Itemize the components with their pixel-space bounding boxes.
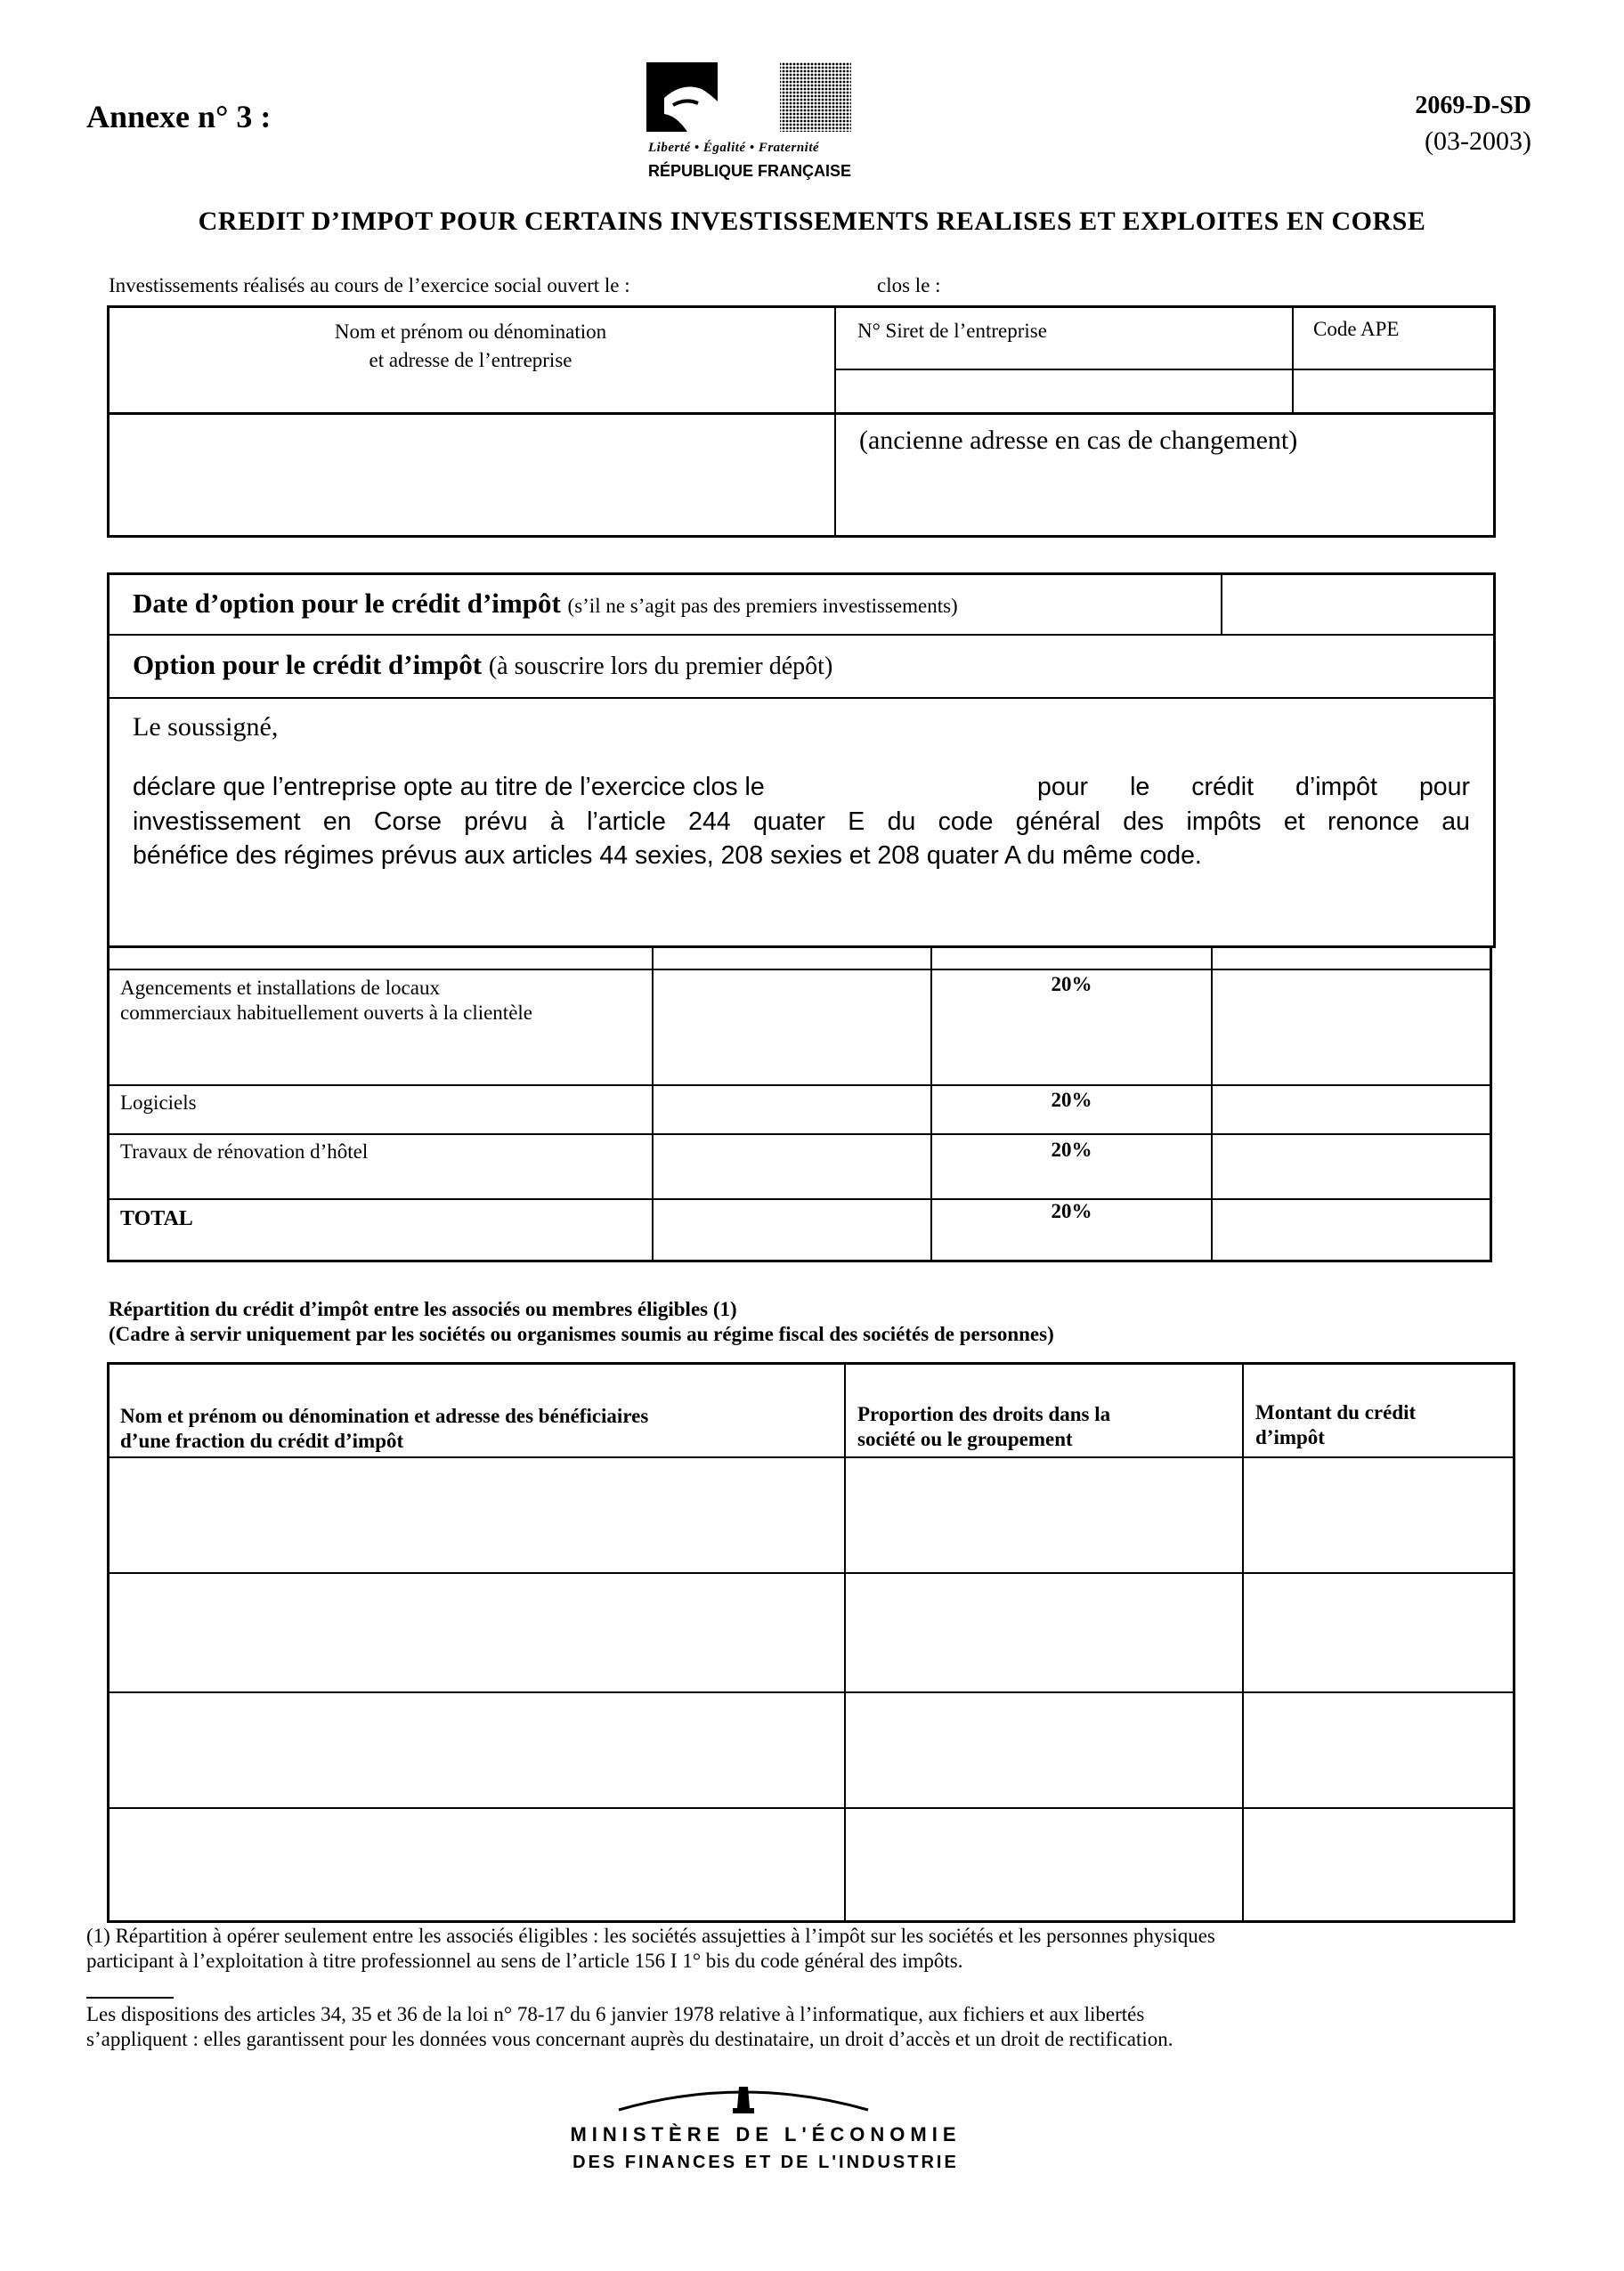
investment-rate-2: 20% — [1051, 1089, 1092, 1111]
closed-label: clos le : — [877, 274, 941, 296]
siret-label: N° Siret de l’entreprise — [857, 320, 1047, 342]
repartition-col3-header-1: Montant du crédit — [1255, 1401, 1417, 1423]
declaration-line-1a: déclare que l’entreprise opte au titre de l’exercice clos le — [133, 773, 765, 801]
form-date: (03-2003) — [1425, 126, 1531, 156]
repartition-col1-header-1: Nom et prénom ou dénomination et adresse des bénéficiaires — [120, 1405, 649, 1427]
ministry-emblem-icon — [614, 2074, 873, 2119]
logo-motto: Liberté • Égalité • Fraternité — [648, 141, 820, 155]
declaration-line-3: bénéfice des régimes prévus aux articles 44 sexies, 208 sexies et 208 quater A du même code. — [133, 841, 1202, 870]
declaration-line-1b: pour le crédit d’impôt pour — [1037, 773, 1470, 801]
repartition-col2-header-1: Proportion des droits dans la — [857, 1403, 1111, 1425]
signatory: Le soussigné, — [133, 712, 279, 742]
option-date-note: (s’il ne s’agit pas des premiers investissements) — [567, 595, 958, 617]
annexe-number: Annexe n° 3 : — [86, 99, 272, 134]
investment-total-label: TOTAL — [120, 1207, 193, 1230]
option-date-label: Date d’option pour le crédit d’impôt — [133, 588, 561, 619]
law-notice-line-2: s’appliquent : elles garantissent pour les données vous concernant auprès du destinataire, un droit d’accès et un droit de rectification. — [86, 2028, 1173, 2050]
ape-label: Code APE — [1313, 318, 1400, 340]
old-address-label: (ancienne adresse en cas de changement) — [859, 426, 1298, 455]
declaration-line-2: investissement en Corse prévu à l’article 244 quater E du code général des impôts et renonce au — [133, 807, 1470, 836]
investment-rate-1: 20% — [1051, 973, 1092, 995]
footnote-1-line-1: (1) Répartition à opérer seulement entre les associés éligibles : les sociétés assujetties à l’impôt sur les sociétés et les personnes physiques — [86, 1925, 1215, 1947]
option-date-row — [133, 588, 958, 620]
repartition-title: Répartition du crédit d’impôt entre les associés ou membres éligibles (1) — [109, 1298, 737, 1320]
repartition-col3-header-2: d’impôt — [1255, 1426, 1325, 1448]
investment-rate-3: 20% — [1051, 1139, 1092, 1161]
footnote-1-line-2: participant à l’exploitation à titre professionnel au sens de l’article 156 I 1° bis du code général des impôts. — [86, 1950, 963, 1972]
ministry-name-line-1: MINISTÈRE DE L'ÉCONOMIE — [570, 2123, 962, 2145]
ministry-name-line-2: DES FINANCES ET DE L'INDUSTRIE — [572, 2153, 959, 2172]
option-note: (à souscrire lors du premier dépôt) — [488, 653, 833, 680]
company-name-label-2: et adresse de l’entreprise — [369, 349, 572, 371]
repartition-col2-header-2: société ou le groupement — [857, 1428, 1073, 1450]
logo-republic: RÉPUBLIQUE FRANÇAISE — [648, 162, 852, 180]
investment-label-1a: Agencements et installations de locaux — [120, 977, 440, 999]
option-row — [133, 649, 832, 681]
exercise-label: Investissements réalisés au cours de l’exercice social ouvert le : — [109, 274, 630, 296]
law-notice-line-1: Les dispositions des articles 34, 35 et 36 de la loi n° 78-17 du 6 janvier 1978 relative à l’informatique, aux fichiers et aux libertés — [86, 2003, 1145, 2025]
page-title: CREDIT D’IMPOT POUR CERTAINS INVESTISSEMENTS REALISES ET EXPLOITES EN CORSE — [198, 207, 1426, 236]
option-label: Option pour le crédit d’impôt — [133, 649, 483, 680]
investment-rate-total: 20% — [1051, 1200, 1092, 1222]
investment-label-1b: commerciaux habituellement ouverts à la clientèle — [120, 1002, 532, 1024]
repartition-subtitle: (Cadre à servir uniquement par les sociétés ou organismes soumis au régime fiscal des sociétés de personnes) — [109, 1323, 1054, 1345]
investment-label-3: Travaux de rénovation d’hôtel — [120, 1140, 369, 1163]
form-number: 2069-D-SD — [1415, 92, 1531, 119]
repartition-col1-header-2: d’une fraction du crédit d’impôt — [120, 1430, 404, 1452]
company-name-label-1: Nom et prénom ou dénomination — [334, 320, 607, 343]
investment-label-2: Logiciels — [120, 1091, 197, 1114]
